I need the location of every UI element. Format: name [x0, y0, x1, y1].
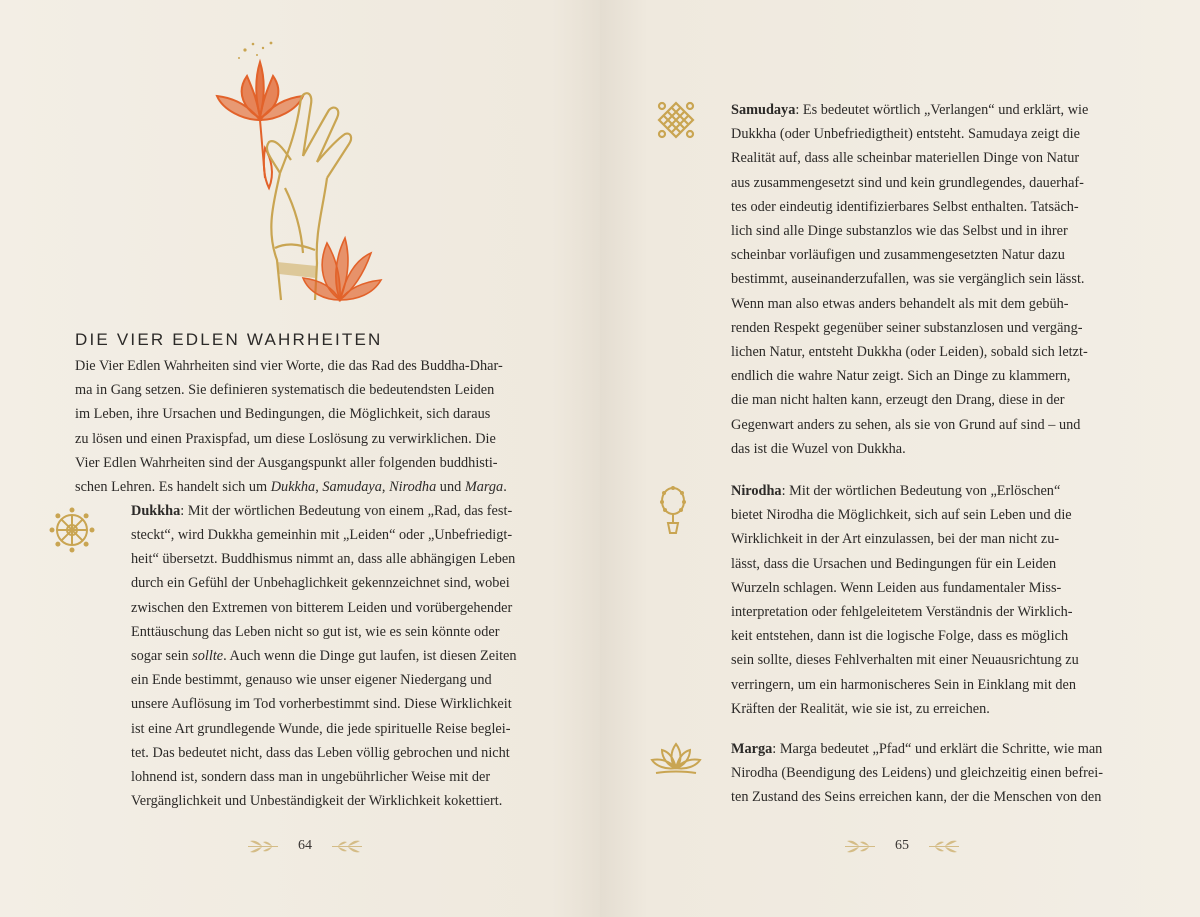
- dukkha-body: [75, 523, 531, 813]
- marga-entry: [731, 737, 1131, 810]
- text-line: Gegenwart anders zu sehen, als sie von Grund auf sind – und: [731, 416, 1081, 433]
- samudaya-entry: [731, 98, 1131, 461]
- page-number: 64: [298, 838, 312, 853]
- text-line: ist eine Art grundlegende Wunde, die jede spirituelle Reise beglei-: [131, 720, 511, 737]
- term-nirodha-italic: Nirodha: [389, 479, 437, 496]
- text-line: [75, 475, 530, 499]
- term-samudaya-italic: Samudaya: [322, 479, 382, 496]
- text-line: zwischen den Extremen von bitterem Leiden und vorübergehender: [131, 599, 513, 616]
- text-line: die man nicht halten kann, erzeugt den Drang, diese in der: [731, 392, 1065, 409]
- text-line: durch ein Gefühl der Unbehaglichkeit gekennzeichnet sind, wobei: [131, 575, 510, 592]
- text-line: [731, 98, 1131, 122]
- text-line: im Leben, ihre Ursachen und Bedingungen, die Möglichkeit, sich daraus: [75, 406, 491, 423]
- text-line: renden Respekt gegenüber seiner substanzlosen und vergäng-: [731, 319, 1083, 336]
- text-line: Wirklichkeit in der Art einzulassen, bei der man nicht zu-: [731, 531, 1060, 548]
- prayer-beads-icon: [656, 485, 690, 535]
- text-line: lich sind alle Dinge substanzlos wie das Selbst und in ihrer: [731, 223, 1068, 240]
- term-marga-italic: Marga: [464, 479, 504, 496]
- page-number: 65: [895, 838, 909, 853]
- text-line: Die Vier Edlen Wahrheiten sind vier Worte, die das Rad des Buddha-Dhar-: [75, 358, 503, 374]
- text-line: Realität auf, dass alle scheinbar materiellen Dinge von Natur: [731, 150, 1080, 167]
- text-fragment: ,: [381, 479, 390, 496]
- text-line: lichen Natur, entsteht Dukkha (oder Leiden), sobald sich letzt-: [731, 344, 1088, 361]
- text-fragment: : Mit der wörtlichen Bedeutung von einem „Rad, das fest-: [180, 503, 513, 519]
- text-fragment: ,: [315, 479, 323, 496]
- text-line: Vergänglichkeit und Unbeständigkeit der Wirklichkeit kokettiert.: [131, 793, 503, 810]
- intro-paragraph: [75, 354, 530, 499]
- text-line: aus zusammengesetzt sind und kein grundlegendes, dauerhaf-: [731, 174, 1084, 191]
- text-line: tet. Das bedeutet nicht, dass das Leben völlig gebrochen und nicht: [131, 744, 510, 761]
- text-line: endlich die wahre Natur zeigt. Sich an Dinge zu klammern,: [731, 368, 1071, 385]
- dukkha-entry: [131, 499, 531, 523]
- text-line: steckt“, wird Dukkha gemeinhin mit „Leiden“ oder „Unbefriedigt-: [131, 527, 513, 543]
- term-samudaya: Samudaya: [731, 102, 796, 118]
- text-fragment: .: [503, 479, 507, 496]
- nirodha-entry: [731, 479, 1131, 721]
- text-line: keit entstehen, dann ist die logische Folge, dass es möglich: [731, 628, 1069, 645]
- text-line: verringern, um ein harmonischeres Sein in Einklang mit den: [731, 676, 1077, 693]
- text-line: bestimmt, auseinanderzufallen, was sie vergänglich sein lässt.: [731, 271, 1085, 288]
- text-line: Wenn man also etwas anders behandelt als mit dem gebüh-: [731, 295, 1069, 312]
- text-fragment: . Auch wenn die Dinge gut laufen, ist diesen Zeiten: [223, 648, 517, 665]
- text-fragment: sogar sein: [131, 648, 193, 665]
- text-line: ten Zustand des Seins erreichen kann, der die Menschen von den: [731, 789, 1102, 806]
- text-line: Vier Edlen Wahrheiten sind der Ausgangspunkt aller folgenden buddhisti-: [75, 454, 498, 471]
- text-line: lässt, dass die Ursachen und Bedingungen für ein Leiden: [731, 555, 1057, 572]
- leaf-ornament-icon: [248, 839, 278, 853]
- leaf-ornament-icon: [845, 839, 875, 853]
- text-line: ein Ende bestimmt, genauso wie unser eigener Niedergang und: [131, 672, 492, 689]
- leaf-ornament-icon: [929, 839, 959, 853]
- text-line: Dukkha (oder Unbefriedigtheit) entsteht. Samudaya zeigt die: [731, 126, 1080, 143]
- text-line: lohnend ist, sondern dass man in ungebührlicher Weise mit der: [131, 769, 491, 786]
- text-line: heit“ übersetzt. Buddhismus nimmt an, dass alle abhängigen Leben: [131, 551, 516, 568]
- text-line: interpretation oder fehlgeleitetem Verständnis der Wirklich-: [731, 604, 1073, 621]
- section-title: DIE VIER EDLEN WAHRHEITEN: [75, 330, 383, 349]
- page-footer: [248, 836, 362, 856]
- text-line: [75, 644, 531, 668]
- text-line: Wurzeln schlagen. Wenn Leiden aus fundamentaler Miss-: [731, 579, 1062, 596]
- hand-holding-lotus-illustration: [205, 38, 385, 308]
- text-line: bietet Nirodha die Möglichkeit, sich auf sein Leben und die: [731, 507, 1072, 524]
- text-fragment: : Es bedeutet wörtlich „Verlangen“ und erklärt, wie: [795, 102, 1089, 118]
- text-line: unsere Auflösung im Tod vorherbestimmt sind. Diese Wirklichkeit: [131, 696, 512, 713]
- page-footer: [845, 836, 959, 856]
- term-nirodha: Nirodha: [731, 483, 782, 499]
- text-line: tes oder eindeutig identifizierbares Selbst enthalten. Tatsäch-: [731, 198, 1079, 215]
- text-line: [731, 737, 1131, 761]
- term-dukkha-italic: Dukkha: [270, 479, 316, 496]
- text-line: [731, 479, 1131, 503]
- text-fragment: und: [436, 479, 465, 496]
- text-line: das ist die Wuzel von Dukkha.: [731, 440, 906, 457]
- endless-knot-icon: [654, 98, 698, 142]
- term-dukkha: Dukkha: [131, 503, 181, 519]
- text-line: ma in Gang setzen. Sie definieren systematisch die bedeutendsten Leiden: [75, 382, 495, 399]
- text-line: Nirodha (Beendigung des Leidens) und gleichzeitig einen befrei-: [731, 765, 1103, 782]
- text-line: Kräften der Realität, wie sie ist, zu erreichen.: [731, 700, 990, 717]
- leaf-ornament-icon: [332, 839, 362, 853]
- text-line: zu lösen und einen Praxispfad, um diese Loslösung zu verwirklichen. Die: [75, 430, 496, 447]
- italic-word: sollte: [192, 648, 224, 665]
- text-fragment: : Marga bedeutet „Pfad“ und erklärt die Schritte, wie man: [772, 741, 1103, 757]
- text-fragment: : Mit der wörtlichen Bedeutung von „Erlöschen“: [781, 483, 1061, 499]
- text-fragment: schen Lehren. Es handelt sich um: [75, 479, 271, 496]
- text-line: [131, 499, 531, 523]
- text-line: sein sollte, dieses Fehlverhalten mit einer Neuausrichtung zu: [731, 652, 1079, 669]
- text-line: Enttäuschung das Leben nicht so gut ist, wie es sein könnte oder: [131, 623, 500, 640]
- lotus-icon: [650, 742, 702, 776]
- term-marga: Marga: [731, 741, 773, 757]
- text-line: scheinbar vorläufigen und zusammengesetzten Natur dazu: [731, 247, 1065, 264]
